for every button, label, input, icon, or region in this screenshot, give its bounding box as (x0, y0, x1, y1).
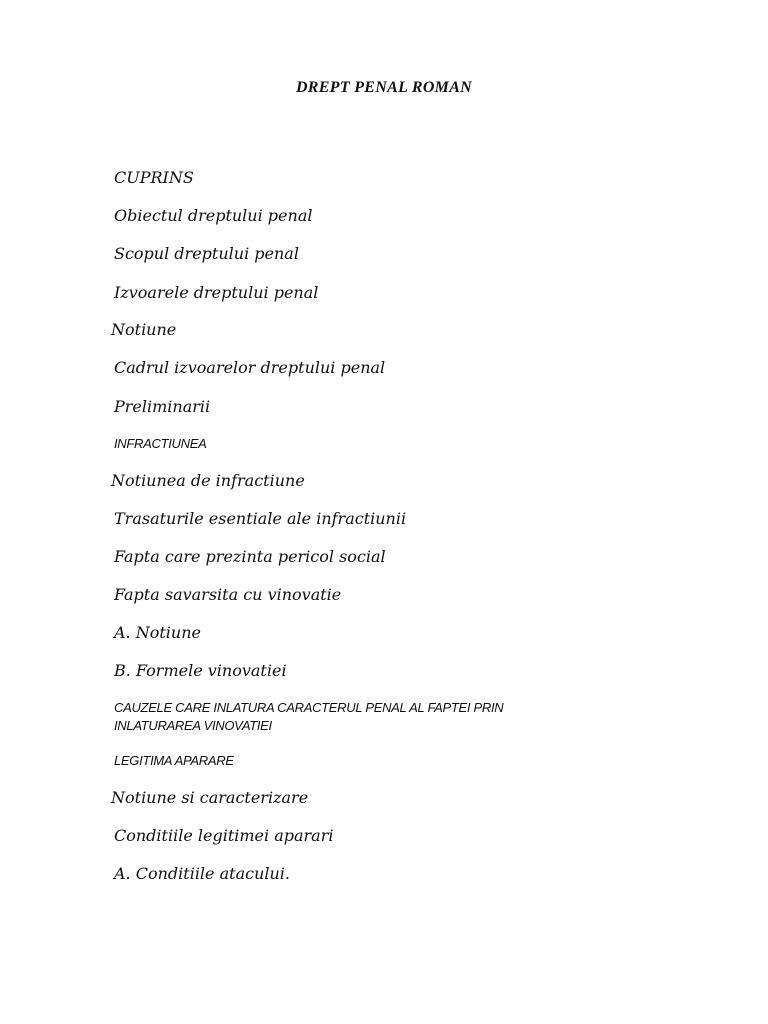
toc-item: Conditiile legitimei aparari (114, 826, 334, 845)
toc-item: A. Conditiile atacului. (114, 864, 290, 883)
toc-item: B. Formele vinovatiei (114, 661, 287, 680)
toc-item: Notiune si caracterizare (111, 788, 309, 807)
toc-item: Trasaturile esentiale ale infractiunii (114, 509, 407, 528)
document-title: DREPT PENAL ROMAN (295, 79, 473, 96)
toc-item: Preliminarii (114, 397, 211, 416)
toc-heading: CUPRINS (114, 168, 194, 187)
toc-section-heading: LEGITIMA APARARE (114, 753, 234, 768)
toc-item: Izvoarele dreptului penal (114, 283, 319, 302)
toc-section-heading: INFRACTIUNEA (114, 436, 207, 451)
toc-item: Obiectul dreptului penal (114, 206, 313, 225)
toc-item: Notiunea de infractiune (111, 471, 305, 490)
toc-section-heading-continued: INLATURAREA VINOVATIEI (114, 718, 272, 733)
toc-item: Fapta savarsita cu vinovatie (114, 585, 342, 604)
toc-section-heading: CAUZELE CARE INLATURA CARACTERUL PENAL AL FAPTEI PRIN (114, 700, 504, 715)
toc-item: Scopul dreptului penal (114, 244, 299, 263)
toc-item: Cadrul izvoarelor dreptului penal (114, 358, 386, 377)
toc-item: A. Notiune (114, 623, 201, 642)
toc-item: Fapta care prezinta pericol social (114, 547, 386, 566)
toc-item: Notiune (111, 320, 177, 339)
